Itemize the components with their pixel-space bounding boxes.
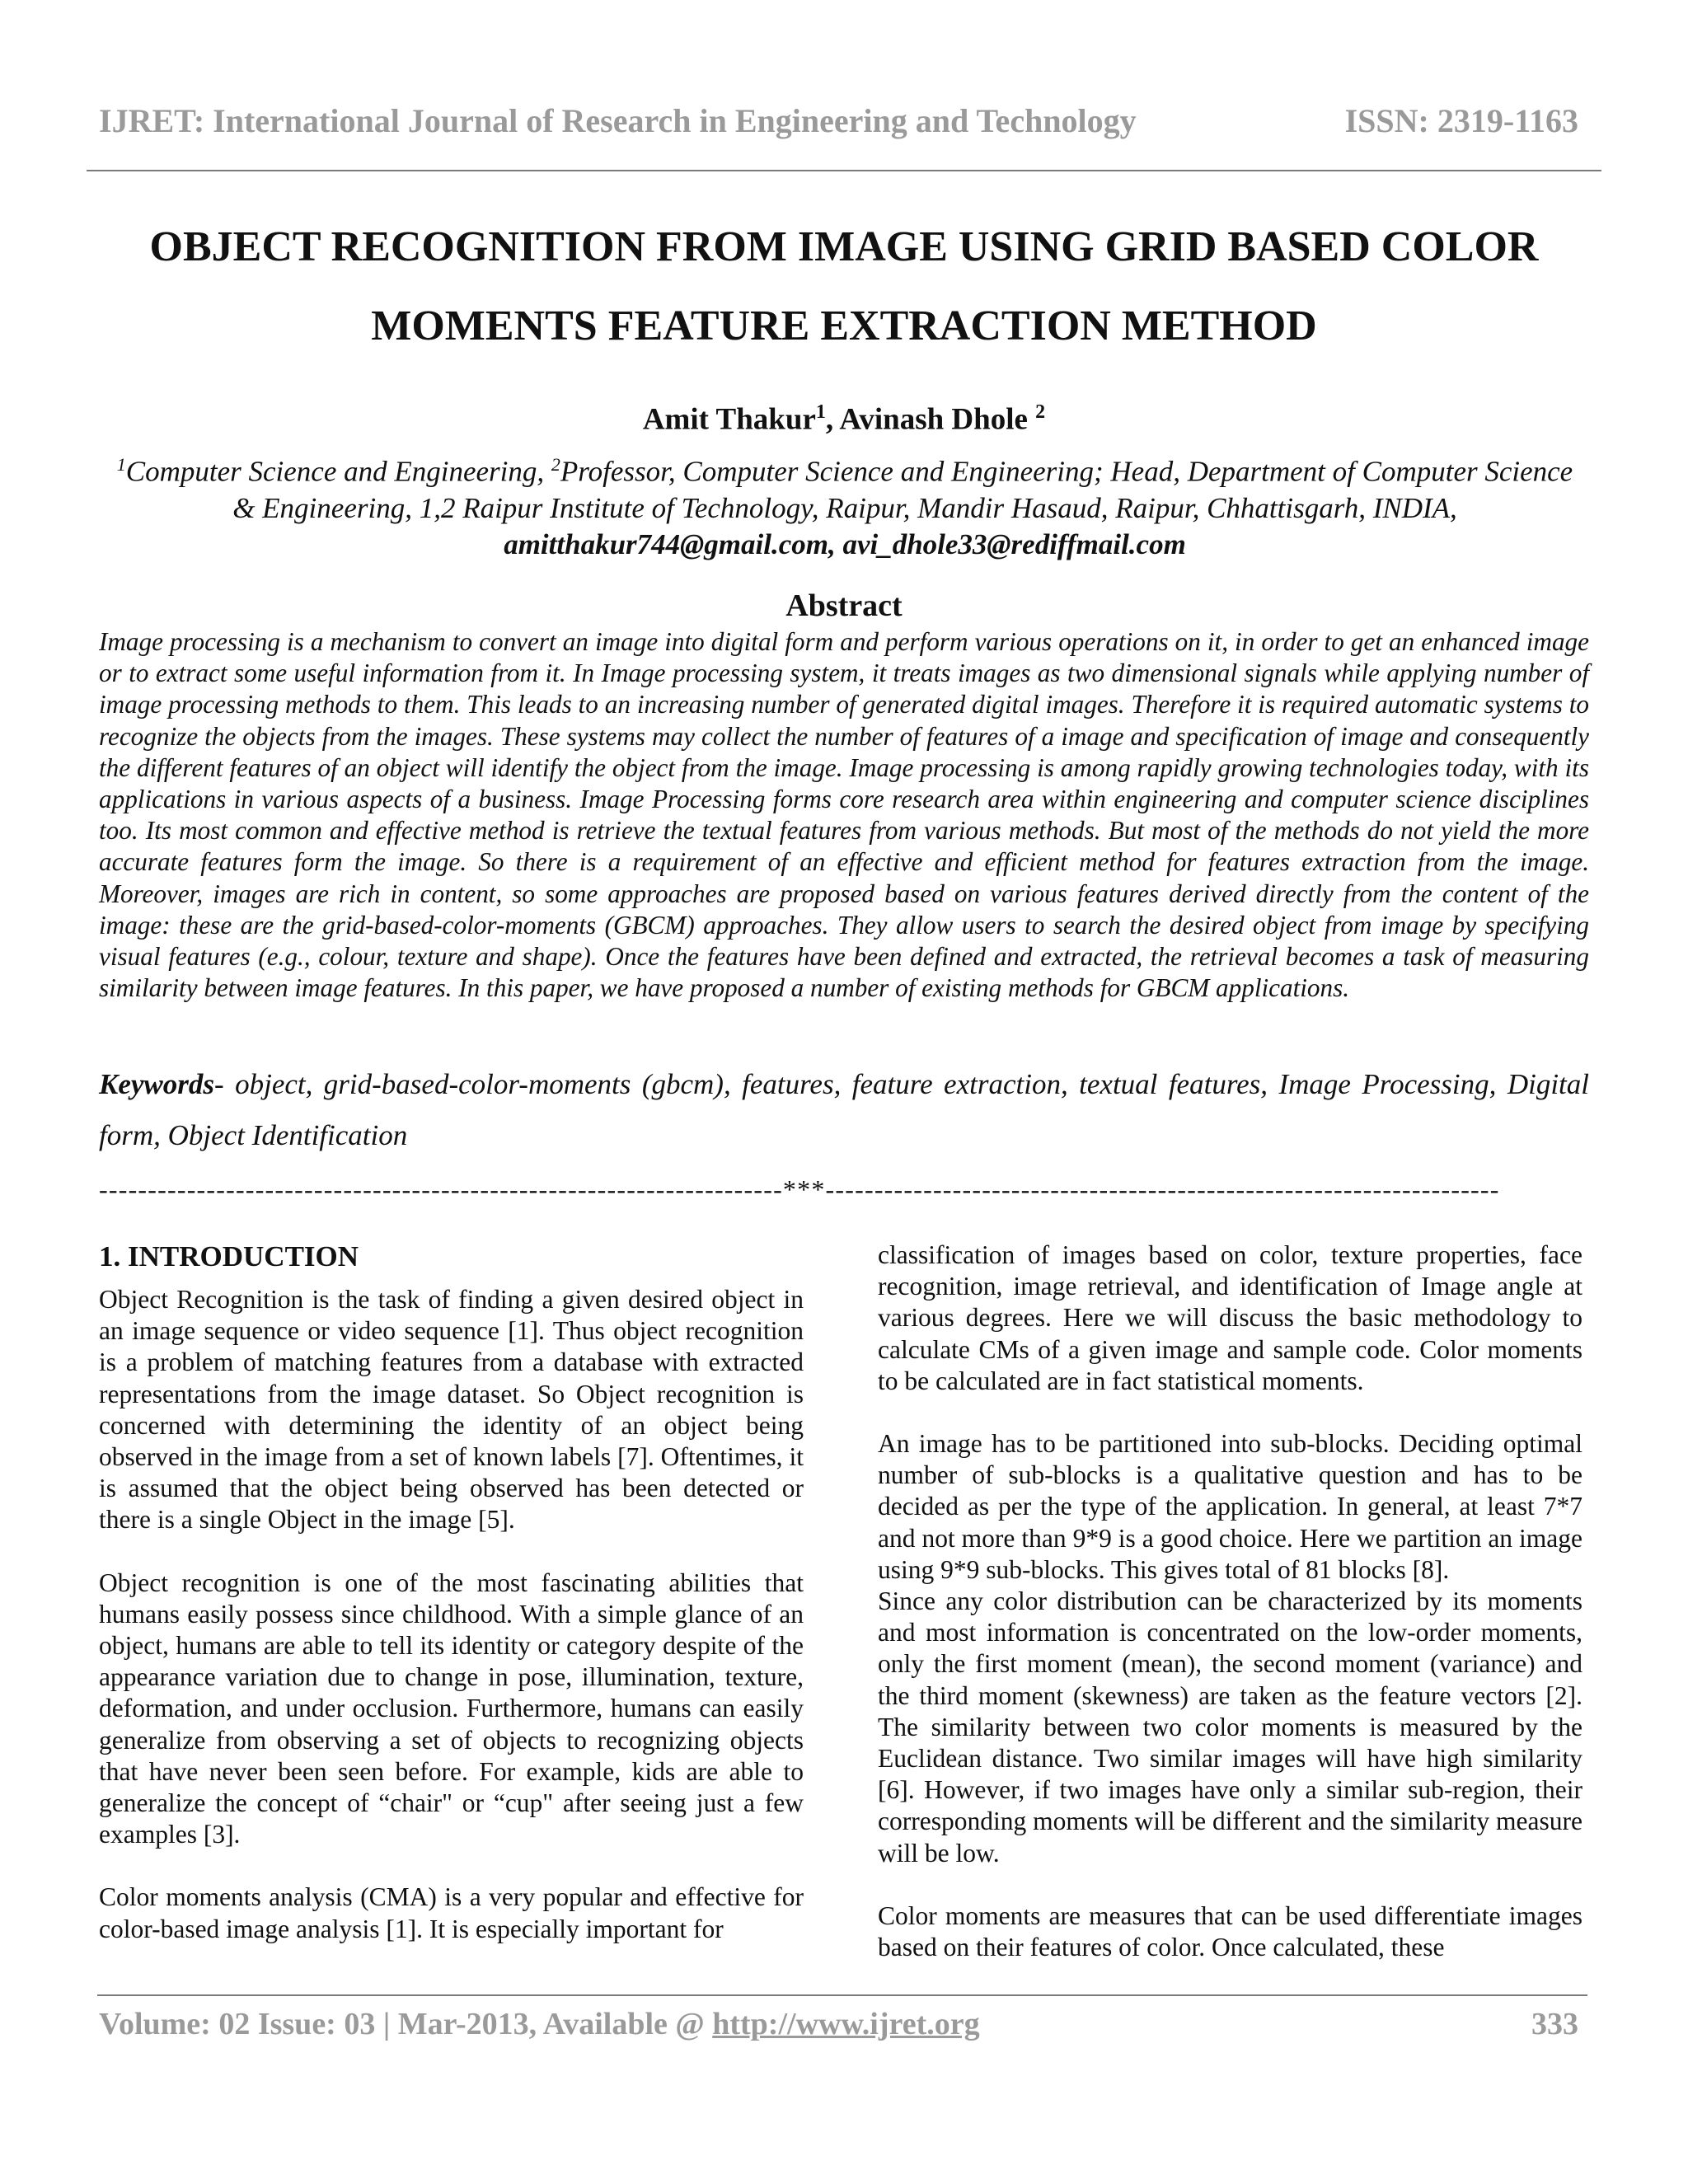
right-column [878,1240,1582,1963]
footer-volume [99,2006,980,2042]
journal-name: IJRET: International Journal of Research in Engineering and Technology [99,101,1137,139]
paragraph: An image has to be partitioned into sub-blocks. Deciding optimal number of sub-blocks is a qualitative question and has to be decided as per the type of the application. In general, at least 7*7 and not more than 9*9 is a good choice. Here we partition an image using 9*9 sub-blocks. This gives total of 81 blocks [8]. [878,1429,1582,1584]
author-1: Amit Thakur [642,402,816,437]
journal-website-link[interactable]: http://www.ijret.org [712,2007,980,2041]
affiliation-part-2: Professor, Computer Science and Engineering; Head, Department of Computer Science & Engineering, 1,2 Raipur Institute of Technology, Raipur, Mandir Hasaud, Raipur, Chhattisgarh, INDIA, [232,455,1573,524]
affiliation-mark-1: 1 [116,454,126,475]
affiliation [107,447,1582,563]
paragraph: Object Recognition is the task of finding a given desired object in an image sequence or video sequence [1]. Thus object recognition is a problem of matching features from a database with extracted representations from the image dataset. So Object recognition is concerned with determining the identity of an object being observed in the image from a set of known labels [7]. Oftentimes, it is assumed that the object being observed has been detected or there is a single Object in the image [5]. [99,1285,804,1535]
keywords [99,1059,1589,1161]
author-list [99,387,1589,444]
author-1-affiliation-mark: 1 [815,401,826,423]
abstract-heading: Abstract [785,588,903,623]
keywords-label: Keywords [99,1068,214,1100]
title-line-2: MOMENTS FEATURE EXTRACTION METHOD [371,302,1317,349]
affiliation-part-1: Computer Science and Engineering, [125,455,551,488]
paragraph: Object recognition is one of the most fascinating abilities that humans easily possess since childhood. With a simple glance of an object, humans are able to tell its identity or category despite of the appearance variation due to change in pose, illumination, texture, deformation, and under occlusion. Furthermore, humans can easily generalize from observing a set of objects to recognizing objects that have never been seen before. For example, kids are able to generalize the concept of “chair" or “cup" after seeing just a few examples [3]. [99,1568,804,1849]
author-2: Avinash Dhole [839,402,1036,437]
running-header [99,97,1578,143]
affiliation-mark-2: 2 [551,454,560,475]
paragraph: Color moments analysis (CMA) is a very popular and effective for color-based image analysis [1]. It is especially important for [99,1882,804,1943]
author-emails: amitthakur744@gmail.com, avi_dhole33@rediffmail.com [504,527,1186,560]
paper-title [99,208,1589,366]
issn: ISSN: 2319-1163 [1344,101,1578,139]
left-column [99,1236,804,1945]
paragraph: Color moments are measures that can be used differentiate images based on their features of color. Once calculated, these [878,1900,1582,1962]
running-footer [99,2001,1578,2047]
page-number: 333 [1531,2007,1578,2041]
author-separator: , [825,402,840,437]
footer-rule [97,1994,1587,1996]
paragraph: classification of images based on color, texture properties, face recognition, image retrieval, and identification of Image angle at various degrees. Here we will discuss the basic methodology to calculate CMs of a given image and sample code. Color moments to be calculated are in fact statistical moments. [878,1240,1582,1395]
title-line-1: OBJECT RECOGNITION FROM IMAGE USING GRID BASED COLOR [149,223,1539,270]
keywords-text: - object, grid-based-color-moments (gbcm), features, feature extraction, textual features, Image Processing, Digital form, Object Identification [99,1068,1589,1151]
paragraph: Since any color distribution can be characterized by its moments and most information is concentrated on the low-order moments, only the first moment (mean), the second moment (variance) and the third moment (skewness) are taken as the feature vectors [2]. The similarity between two color moments is measured by the Euclidean distance. Two similar images will have high similarity [6]. However, if two images have only a similar sub-region, their corresponding moments will be different and the similarity measure will be low. [878,1586,1582,1868]
abstract-text: Image processing is a mechanism to convert an image into digital form and perform various operations on it, in order to get an enhanced image or to extract some useful information from it. In Image processing system, it treats images as two dimensional signals while applying number of image processing methods to them. This leads to an increasing number of generated digital images. Therefore it is required automatic systems to recognize the objects from the images. These systems may collect the number of features of a image and specification of image and consequently the different features of an object will identify the object from the image. Image processing is among rapidly growing technologies today, with its applications in various aspects of a business. Image Processing forms core research area within engineering and computer science disciplines too. Its most common and effective method is retrieve the textual features from various methods. But most of the methods do not yield the more accurate features form the image. So there is a requirement of an effective and efficient method for features extraction from the image. Moreover, images are rich in content, so some approaches are proposed based on various features derived directly from the content of the image: these are the grid-based-color-moments (GBCM) approaches. They allow users to search the desired object from image by specifying visual features (e.g., colour, texture and shape). Once the features have been defined and extracted, the retrieval becomes a task of measuring similarity between image features. In this paper, we have proposed a number of existing methods for GBCM applications. [99,627,1589,1003]
author-2-affiliation-mark: 2 [1035,401,1046,423]
section-heading-introduction: 1. INTRODUCTION [99,1240,359,1272]
header-rule [87,170,1601,171]
section-separator: ----------------------------------------------------------------------***--------------------------------------------------------------------- [99,1174,1500,1204]
footer-volume-text: Volume: 02 Issue: 03 | Mar-2013, Available @ [99,2007,713,2041]
